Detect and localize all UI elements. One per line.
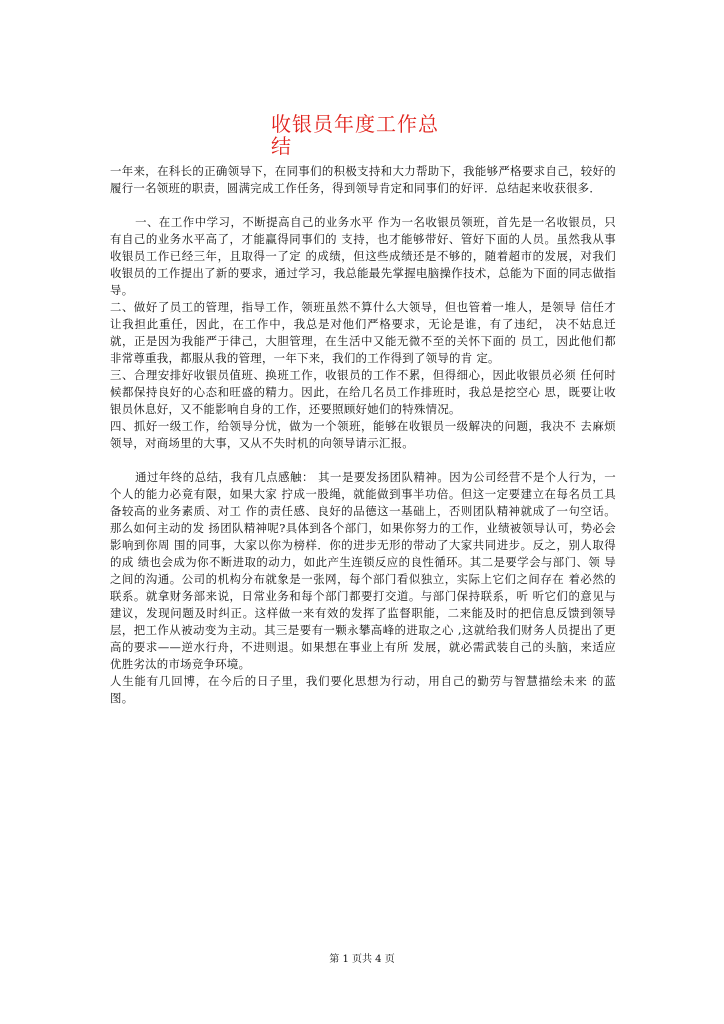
page-number-footer: 第 1 页共 4 页 — [329, 954, 395, 965]
closing-paragraph: 人生能有几回博，在今后的日子里，我们要化思想为行动，用自己的勤劳与智慧描绘未来 的蓝图。 — [110, 674, 616, 705]
section-four-paragraph: 四、抓好一级工作，给领导分忧，做为一个领班，能够在收银员一级解决的问题，我决不 去麻烦领导，对商场里的大事，又从不失时机的向领导请示汇报。 — [110, 419, 616, 450]
reflection-paragraph: 通过年终的总结，我有几点感触： 其一是要发扬团队精神。因为公司经营不是个人行为，一个人的能力必竟有限，如果大家 拧成一股绳，就能做到事半功倍。但这一定要建立在每名员工具备较高的业务素质、对工 作的责任感、良好的品德这一基础上，否则团队精神就成了一句空话。那么如何主动的发 扬团队精神呢?具体到各个部门，如果你努力的工作，业绩被领导认可，势必会影响到你周 围的同事，大家以你为榜样．你的进步无形的带动了大家共同进步。反之，别人取得的成 绩也会成为你不断进取的动力，如此产生连锁反应的良性循环。其二是要学会与部门、领 导之间的沟通。公司的机构分布就象是一张网，每个部门看似独立，实际上它们之间存在 着必然的联系。就拿财务部来说，日常业务和每个部门都要打交道。与部门保持联系，听 听它们的意见与建议，发现问题及时纠正。这样做一来有效的发挥了监督职能，二来能及时的把信息反馈到领导层，把工作从被动变为主动。其三是要有一颗永攀高峰的进取之心 ,这就给我们财务人员提出了更高的要求——逆水行舟，不进则退。如果想在事业上有所 发展，就必需武装自己的头脑，来适应优胜劣汰的市场竞争环境。 — [110, 470, 616, 671]
document-body — [110, 163, 616, 707]
section-three-paragraph: 三、合理安排好收银员值班、换班工作，收银员的工作不累，但得细心，因此收银员必须 任何时候都保持良好的心态和旺盛的精力。因此，在给几名员工作排班时，我总是挖空心 思，既要让收银员休息好，又不能影响自身的工作，还要照顾好她们的特殊情况。 — [110, 368, 616, 416]
section-one-paragraph: 一、在工作中学习，不断提高自己的业务水平 作为一名收银员领班，首先是一名收银员，只有自己的业务水平高了，才能赢得同事们的 支持，也才能够带好、管好下面的人员。虽然我从事收银员工作已经三年，且取得一了定 的成绩，但这些成绩还是不够的，随着超市的发展，对我们收银员的工作提出了新的要求，通过学习，我总能最先掌握电脑操作技术，总能为下面的同志做指导。 — [110, 215, 616, 297]
intro-paragraph: 一年来，在科长的正确领导下，在同事们的积极支持和大力帮助下，我能够严格要求自己，较好的履行一名领班的职责，圆满完成工作任务，得到领导肯定和同事们的好评．总结起来收获很多． — [110, 164, 616, 195]
document-title: 收银员年度工作总结 — [271, 112, 439, 158]
section-two-paragraph: 二、做好了员工的管理，指导工作，领班虽然不算什么大领导，但也管着一堆人，是领导 信任才让我担此重任，因此，在工作中，我总是对他们严格要求，无论是谁，有了违纪， 决不姑息迁就，正是因为我能严于律己，大胆管理，在生活中又能无微不至的关怀下面的 员工，因此他们都非常尊重我，都服从我的管理，一年下来，我们的工作得到了领导的肯 定。 — [110, 300, 616, 365]
